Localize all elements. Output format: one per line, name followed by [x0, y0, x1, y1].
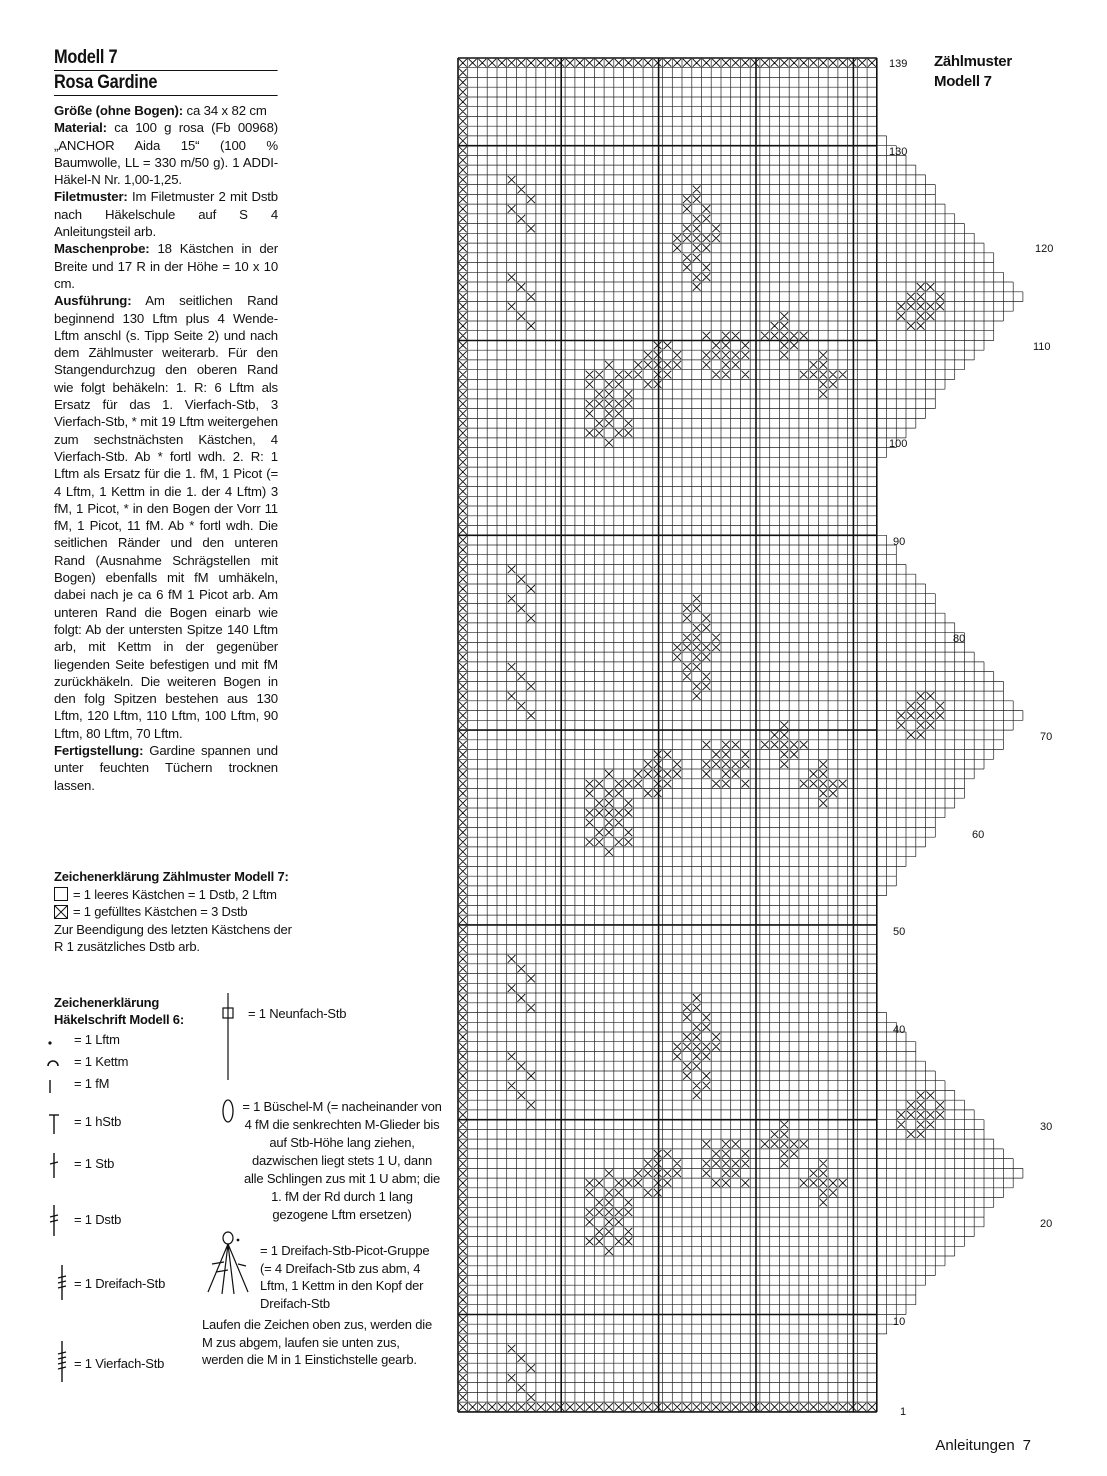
- page-footer: [935, 1437, 1031, 1454]
- legend-closing-note: Laufen die Zeichen oben zus, werden die M zus abgem, laufen sie unten zus, werden die M in 1 Einstichstelle gearb.: [202, 1317, 432, 1367]
- row-label-50: 50: [893, 926, 906, 938]
- legend-stb: = 1 Stb: [46, 1156, 206, 1172]
- vierfach-stb-icon: [54, 1340, 74, 1384]
- grid-lines: [458, 58, 1023, 1412]
- legend-modell-6-heading: Zeichenerklärung Häkelschrift Modell 6:: [54, 995, 184, 1027]
- dstb-icon: [46, 1204, 66, 1238]
- bueschel-icon: [218, 1098, 238, 1126]
- legend-7-heading: Zeichenerklärung Zählmuster Modell 7:: [54, 869, 289, 884]
- stb-icon: [46, 1152, 66, 1180]
- row-label-110: 110: [1033, 341, 1051, 353]
- neunfach-stb-icon: [218, 992, 238, 1082]
- kettm-icon: [46, 1054, 62, 1070]
- row-label-10: 10: [893, 1316, 906, 1328]
- legend-fm: = 1 fM: [46, 1076, 206, 1092]
- instruction-gauge: Maschenprobe: 18 Kästchen in der Breite und 17 R in der Höhe = 10 x 10 cm.: [54, 241, 278, 291]
- filled-cells: [459, 59, 944, 1411]
- row-label-90: 90: [893, 536, 906, 548]
- legend-hstb: = 1 hStb: [46, 1114, 206, 1130]
- row-label-120: 120: [1035, 243, 1054, 255]
- empty-box-icon: [54, 887, 68, 901]
- row-label-1: 1: [900, 1406, 907, 1418]
- instructions-column: [54, 46, 278, 794]
- legend-filled-row: = 1 gefülltes Kästchen = 3 Dstb: [54, 903, 304, 921]
- page-title: Rosa Gardine: [54, 71, 277, 96]
- row-label-40: 40: [893, 1024, 906, 1036]
- footer-section: Anleitungen: [935, 1437, 1015, 1454]
- lftm-icon: [46, 1034, 58, 1050]
- chart-title: Zählmuster Modell 7: [934, 53, 1012, 90]
- legend-kettm: = 1 Kettm: [46, 1054, 206, 1070]
- legend-vierfach: = 1 Vierfach-Stb: [54, 1356, 214, 1372]
- instruction-execution: Ausführung: Am seitlichen Rand beginnend 130 Lftm plus 4 Wende-Lftm anschl (s. Tipp Seite 2) und nach dem Zählmuster weiterarb. Für den Stangendurchzug den oberen Rand wie folgt behäkeln: 1. R: 6 Lftm als Ersatz für das 1. Vierfach-Stb, 3 Vierfach-Stb, * mit 19 Lftm weitergehen zum sechstnächsten Kästchen, 4 Vierfach-Stb. Ab * fortl wdh. 2. R: 1 Lftm als Ersatz für die 1. fM, 1 Picot (= 4 Lftm, 1 Kettm in die 1. der 4 Lftm) 3 fM, 1 Picot, * in den Bogen der Vorr 11 fM, 1 Picot, 11 fM. Ab * fortl wdh. Die seitlichen Ränder und den unteren Rand (Ausnahme Schrägstellen mit Bogen) ebenfalls mit fM umhäkeln, dabei nach je ca 6 fM 1 Picot arb. Am unteren Rand die Bogen einarb wie folgt: Ab der untersten Spitze 140 Lftm arb, mit Kettm in der gegenüber liegenden Seite befestigen und mit fM zurückhäkeln. Die weiteren Bogen in den folg Spitzen bestehen aus 130 Lftm, 120 Lftm, 110 Lftm, 100 Lftm, 90 Lftm, 80 Lftm, 70 Lftm.: [54, 293, 278, 741]
- model-number: Modell 7: [54, 46, 277, 71]
- row-label-30: 30: [1040, 1121, 1053, 1133]
- legend-modell-7: [54, 868, 304, 956]
- page-number: 7: [1022, 1437, 1031, 1454]
- row-label-20: 20: [1040, 1218, 1053, 1230]
- legend-picot: = 1 Dreifach-Stb-Picot-Gruppe (= 4 Dreifach-Stb zus abm, 4 Lftm, 1 Kettm in den Kopf der Dreifach-Stb Laufen die Zeichen oben zus, werden die M zus abgem, laufen sie unten zus, werden die M in 1 Einstichstelle gearb.: [200, 1242, 440, 1369]
- legend-lftm: = 1 Lftm: [46, 1032, 206, 1048]
- filled-box-icon: [54, 905, 68, 919]
- legend-dstb: = 1 Dstb: [46, 1212, 206, 1228]
- picot-group-icon: [200, 1230, 260, 1300]
- instruction-finishing: Fertigstellung: Gardine spannen und unter feuchten Tüchern trocknen lassen.: [54, 742, 278, 793]
- row-label-80: 80: [953, 633, 966, 645]
- instruction-material: Material: ca 100 g rosa (Fb 00968) „ANCHOR Aida 15“ (100 % Baumwolle, LL = 330 m/50 g). 1 ADDI-Häkel-N Nr. 1,00-1,25.: [54, 120, 278, 188]
- dreifach-stb-icon: [54, 1264, 74, 1302]
- row-label-130: 130: [889, 146, 908, 158]
- fm-icon: [46, 1076, 62, 1096]
- row-label-100: 100: [889, 438, 908, 450]
- row-label-60: 60: [972, 829, 985, 841]
- legend-neunfach: = 1 Neunfach-Stb: [218, 1006, 378, 1022]
- grid-section-lines: [458, 58, 877, 1412]
- legend-bueschel: = 1 Büschel-M (= nacheinander von 4 fM die senkrechten M-Glieder bis auf Stb-Höhe lang ziehen, dazwischen liegt stets 1 U, dann alle Schlingen zus mit 1 U abm; die 1. fM der Rd durch 1 lang gezogene Lftm ersetzen): [218, 1098, 442, 1224]
- legend-dreifach: = 1 Dreifach-Stb: [54, 1276, 214, 1292]
- row-label-70: 70: [1040, 731, 1053, 743]
- legend-empty-row: = 1 leeres Kästchen = 1 Dstb, 2 Lftm: [54, 886, 304, 904]
- instruction-pattern: Filetmuster: Im Filetmuster 2 mit Dstb nach Häkelschule auf S 4 Anleitungsteil arb.: [54, 189, 278, 240]
- hstb-icon: [46, 1112, 66, 1136]
- legend-7-note: Zur Beendigung des letzten Kästchens der R 1 zusätzliches Dstb arb.: [54, 921, 292, 954]
- row-label-139: 139: [889, 58, 908, 70]
- instructions-text: [54, 102, 278, 794]
- instruction-size: Größe (ohne Bogen): ca 34 x 82 cm: [54, 103, 267, 118]
